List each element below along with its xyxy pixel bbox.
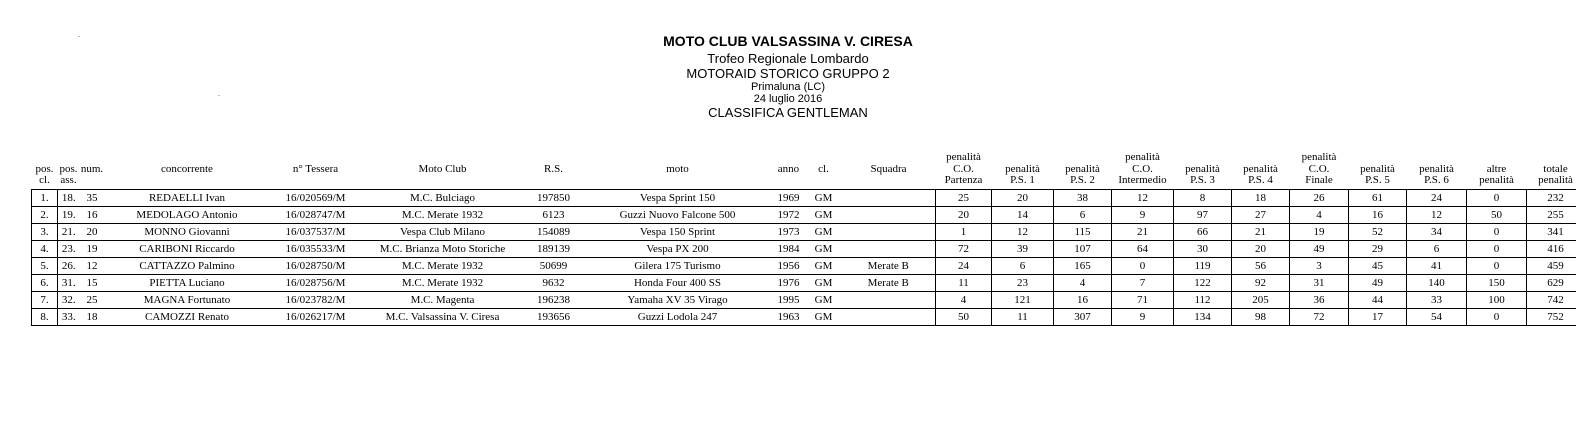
cell-pen-ps2: 165 [1054,257,1112,274]
cell-pen-co-finale: 31 [1290,274,1349,291]
col-cl: cl. [818,162,829,175]
cell-pen-co-partenza: 11 [936,274,992,291]
cell-tessera: 16/037537/M [285,225,346,238]
cell-squadra: Merate B [867,276,909,289]
cell-pen-ps6: 33 [1407,291,1467,308]
cell-pen-ps1: 20 [992,189,1054,206]
cell-cl: GM [814,293,833,306]
cell-squadra [842,206,936,223]
cell-pen-ps2: 307 [1054,308,1112,325]
results-table [31,152,1576,326]
cell-pen-ps4: 20 [1232,240,1290,257]
cell-pen-co-intermedio: 0 [1112,257,1174,274]
cell-pen-co-finale: 3 [1290,257,1349,274]
cell-pen-co-intermedio: 7 [1112,274,1174,291]
cell-pos-cl: 2. [32,206,58,223]
cell-cl: GM [814,191,833,204]
cell-pen-ps4: 205 [1232,291,1290,308]
cell-squadra [842,189,936,206]
cell-pos-cl: 8. [32,308,58,325]
cell-tessera: 16/028750/M [285,259,346,272]
cell-pen-ps5: 17 [1349,308,1407,325]
cell-num: 19 [86,242,98,255]
cell-pen-co-partenza: 24 [936,257,992,274]
cell-anno: 1984 [777,242,800,255]
cell-num: 12 [86,259,98,272]
cell-pen-ps1: 11 [992,308,1054,325]
cell-pen-ps3: 30 [1174,240,1232,257]
cell-num: 20 [86,225,98,238]
col-totale-penalita: totale penalità [1538,162,1573,187]
cell-anno: 1972 [777,208,800,221]
cell-pen-co-intermedio: 71 [1112,291,1174,308]
cell-anno: 1969 [777,191,800,204]
cell-pen-ps3: 122 [1174,274,1232,291]
cell-moto-club: M.C. Magenta [410,293,475,306]
cell-squadra [842,291,936,308]
cell-moto: Vespa Sprint 150 [639,191,716,204]
cell-pen-ps6: 54 [1407,308,1467,325]
cell-num: 18 [86,310,98,323]
cell-squadra: Merate B [867,259,909,272]
cell-concorrente: MEDOLAGO Antonio [136,208,238,221]
cell-pen-ps6: 6 [1407,240,1467,257]
table-body [32,189,1576,325]
cell-pen-ps2: 6 [1054,206,1112,223]
cell-pen-co-partenza: 72 [936,240,992,257]
cell-moto: Guzzi Lodola 247 [637,310,718,323]
cell-pen-co-partenza: 4 [936,291,992,308]
cell-cl: GM [814,259,833,272]
cell-pos-cl: 4. [32,240,58,257]
table-row [32,308,1576,325]
cell-squadra [842,240,936,257]
col-squadra: Squadra [870,162,907,175]
cell-concorrente: MONNO Giovanni [144,225,230,238]
cell-pen-ps3: 8 [1174,189,1232,206]
col-pos-cl: pos. cl. [35,162,54,187]
cell-concorrente: CATTAZZO Palmino [139,259,235,272]
cell-anno: 1963 [777,310,800,323]
cell-tessera: 16/026217/M [285,310,346,323]
cell-concorrente: CAMOZZI Renato [144,310,229,323]
table-row [32,223,1576,240]
cell-cl: GM [814,310,833,323]
col-pen-co-partenza: penalità C.O. Partenza [944,151,983,187]
cell-moto: Vespa PX 200 [646,242,709,255]
cell-tessera: 16/028747/M [285,208,346,221]
cell-altre-penalita: 150 [1467,274,1527,291]
cell-totale-penalita: 459 [1527,257,1576,274]
cell-pen-ps2: 38 [1054,189,1112,206]
cell-concorrente: CARIBONI Riccardo [139,242,235,255]
cell-cl: GM [814,242,833,255]
col-concorrente: concorrente [161,162,213,175]
col-pen-ps3: penalità P.S. 3 [1185,162,1220,187]
cell-pen-ps4: 18 [1232,189,1290,206]
cell-concorrente: REDAELLI Ivan [148,191,226,204]
cell-pen-co-partenza: 1 [936,223,992,240]
cell-anno: 1995 [777,293,800,306]
table-row [32,206,1576,223]
cell-moto-club: M.C. Merate 1932 [401,259,484,272]
cell-pen-ps5: 49 [1349,274,1407,291]
cell-pen-co-intermedio: 9 [1112,206,1174,223]
cell-pen-ps3: 97 [1174,206,1232,223]
cell-pen-ps2: 107 [1054,240,1112,257]
cell-pen-ps5: 61 [1349,189,1407,206]
cell-pen-ps1: 6 [992,257,1054,274]
col-pen-ps6: penalità P.S. 6 [1419,162,1454,187]
cell-num: 15 [86,276,98,289]
cell-rs: 197850 [537,191,570,204]
col-num: num. [80,162,104,175]
table-row [32,189,1576,206]
cell-pen-co-partenza: 50 [936,308,992,325]
cell-concorrente: MAGNA Fortunato [143,293,231,306]
cell-altre-penalita: 0 [1467,257,1527,274]
cell-pos-ass: 31. [58,274,80,291]
club-title: MOTO CLUB VALSASSINA V. CIRESA [663,33,913,49]
cell-altre-penalita: 0 [1467,223,1527,240]
cell-moto-club: M.C. Merate 1932 [401,276,484,289]
cell-pen-ps1: 39 [992,240,1054,257]
cell-pos-ass: 33. [58,308,80,325]
cell-rs: 193656 [537,310,570,323]
cell-pen-ps1: 12 [992,223,1054,240]
cell-moto-club: M.C. Merate 1932 [401,208,484,221]
cell-pen-co-finale: 49 [1290,240,1349,257]
event-place: Primaluna (LC) [751,80,825,93]
cell-squadra [842,223,936,240]
cell-pos-cl: 1. [32,189,58,206]
cell-moto-club: M.C. Bulciago [409,191,476,204]
cell-pen-ps6: 41 [1407,257,1467,274]
cell-pen-ps6: 140 [1407,274,1467,291]
cell-concorrente: PIETTA Luciano [149,276,225,289]
cell-cl: GM [814,276,833,289]
cell-pen-ps6: 24 [1407,189,1467,206]
cell-tessera: 16/020569/M [285,191,346,204]
cell-pen-co-intermedio: 64 [1112,240,1174,257]
cell-pen-ps1: 121 [992,291,1054,308]
cell-pen-ps5: 29 [1349,240,1407,257]
cell-rs: 6123 [542,208,565,221]
cell-pen-ps4: 56 [1232,257,1290,274]
cell-pos-ass: 19. [58,206,80,223]
cell-pen-co-intermedio: 9 [1112,308,1174,325]
cell-pen-ps1: 23 [992,274,1054,291]
cell-pen-ps4: 27 [1232,206,1290,223]
cell-totale-penalita: 416 [1527,240,1576,257]
cell-tessera: 16/035533/M [285,242,346,255]
cell-altre-penalita: 50 [1467,206,1527,223]
cell-pen-co-finale: 26 [1290,189,1349,206]
cell-cl: GM [814,208,833,221]
cell-rs: 50699 [539,259,568,272]
cell-pen-ps5: 45 [1349,257,1407,274]
cell-totale-penalita: 629 [1527,274,1576,291]
cell-anno: 1976 [777,276,800,289]
cell-pen-ps4: 98 [1232,308,1290,325]
cell-moto-club: M.C. Valsassina V. Ciresa [385,310,500,323]
cell-tessera: 16/028756/M [285,276,346,289]
table-row [32,274,1576,291]
col-pen-ps5: penalità P.S. 5 [1360,162,1395,187]
cell-pen-ps2: 4 [1054,274,1112,291]
cell-altre-penalita: 0 [1467,308,1527,325]
col-altre-penalita: altre penalità [1479,162,1514,187]
cell-num: 25 [86,293,98,306]
col-pen-co-intermedio: penalità C.O. Intermedio [1118,151,1167,187]
cell-altre-penalita: 100 [1467,291,1527,308]
cell-moto: Yamaha XV 35 Virago [627,293,728,306]
cell-pos-ass: 32. [58,291,80,308]
cell-totale-penalita: 742 [1527,291,1576,308]
col-pen-ps4: penalità P.S. 4 [1243,162,1278,187]
col-moto-club: Moto Club [418,162,467,175]
document-header [0,34,1576,120]
cell-totale-penalita: 255 [1527,206,1576,223]
col-rs: R.S. [544,162,563,175]
event-title: MOTORAID STORICO GRUPPO 2 [686,65,890,81]
cell-pos-cl: 7. [32,291,58,308]
cell-moto-club: M.C. Brianza Moto Storiche [379,242,506,255]
cell-squadra [842,308,936,325]
cell-rs: 196238 [537,293,570,306]
cell-pen-ps6: 34 [1407,223,1467,240]
col-pos-ass: pos. ass. [59,162,78,187]
cell-pen-ps3: 134 [1174,308,1232,325]
classification-title: CLASSIFICA GENTLEMAN [708,105,868,121]
cell-pen-ps5: 52 [1349,223,1407,240]
table-row [32,240,1576,257]
cell-pos-ass: 23. [58,240,80,257]
table-row [32,291,1576,308]
cell-pen-ps5: 44 [1349,291,1407,308]
cell-pen-ps4: 92 [1232,274,1290,291]
cell-totale-penalita: 232 [1527,189,1576,206]
cell-num: 35 [86,191,98,204]
col-tessera: n° Tessera [292,162,339,175]
table-row [32,257,1576,274]
cell-pen-co-finale: 4 [1290,206,1349,223]
cell-pos-ass: 26. [58,257,80,274]
cell-pen-ps4: 21 [1232,223,1290,240]
cell-moto: Vespa 150 Sprint [639,225,716,238]
cell-pen-ps5: 16 [1349,206,1407,223]
cell-anno: 1973 [777,225,800,238]
cell-altre-penalita: 0 [1467,189,1527,206]
cell-pen-ps3: 66 [1174,223,1232,240]
cell-pos-cl: 3. [32,223,58,240]
cell-tessera: 16/023782/M [285,293,346,306]
cell-pen-co-intermedio: 12 [1112,189,1174,206]
cell-pos-ass: 21. [58,223,80,240]
col-moto: moto [666,162,689,175]
cell-pen-ps2: 16 [1054,291,1112,308]
cell-totale-penalita: 752 [1527,308,1576,325]
cell-pen-ps3: 119 [1174,257,1232,274]
cell-pen-co-finale: 72 [1290,308,1349,325]
cell-pen-ps1: 14 [992,206,1054,223]
event-date: 24 luglio 2016 [753,93,823,106]
cell-pen-co-finale: 36 [1290,291,1349,308]
cell-pen-co-partenza: 20 [936,206,992,223]
cell-moto: Gilera 175 Turismo [634,259,721,272]
cell-rs: 189139 [537,242,570,255]
cell-pen-ps3: 112 [1174,291,1232,308]
cell-anno: 1956 [777,259,800,272]
cell-pen-co-intermedio: 21 [1112,223,1174,240]
cell-moto-club: Vespa Club Milano [400,225,485,238]
cell-moto: Honda Four 400 SS [633,276,722,289]
col-pen-ps1: penalità P.S. 1 [1005,162,1040,187]
cell-rs: 9632 [542,276,565,289]
cell-pos-cl: 5. [32,257,58,274]
cell-rs: 154089 [537,225,570,238]
col-anno: anno [777,162,800,175]
cell-cl: GM [814,225,833,238]
cell-pen-co-partenza: 25 [936,189,992,206]
cell-pen-co-finale: 19 [1290,223,1349,240]
cell-moto: Guzzi Nuovo Falcone 500 [619,208,736,221]
cell-num: 16 [86,208,98,221]
col-pen-co-finale: penalità C.O. Finale [1301,151,1337,187]
cell-altre-penalita: 0 [1467,240,1527,257]
cell-pos-cl: 6. [32,274,58,291]
cell-pos-ass: 18. [58,189,80,206]
trophy-title: Trofeo Regionale Lombardo [707,51,869,67]
cell-totale-penalita: 341 [1527,223,1576,240]
col-pen-ps2: penalità P.S. 2 [1065,162,1100,187]
cell-pen-ps2: 115 [1054,223,1112,240]
table-header [32,152,1576,189]
cell-pen-ps6: 12 [1407,206,1467,223]
